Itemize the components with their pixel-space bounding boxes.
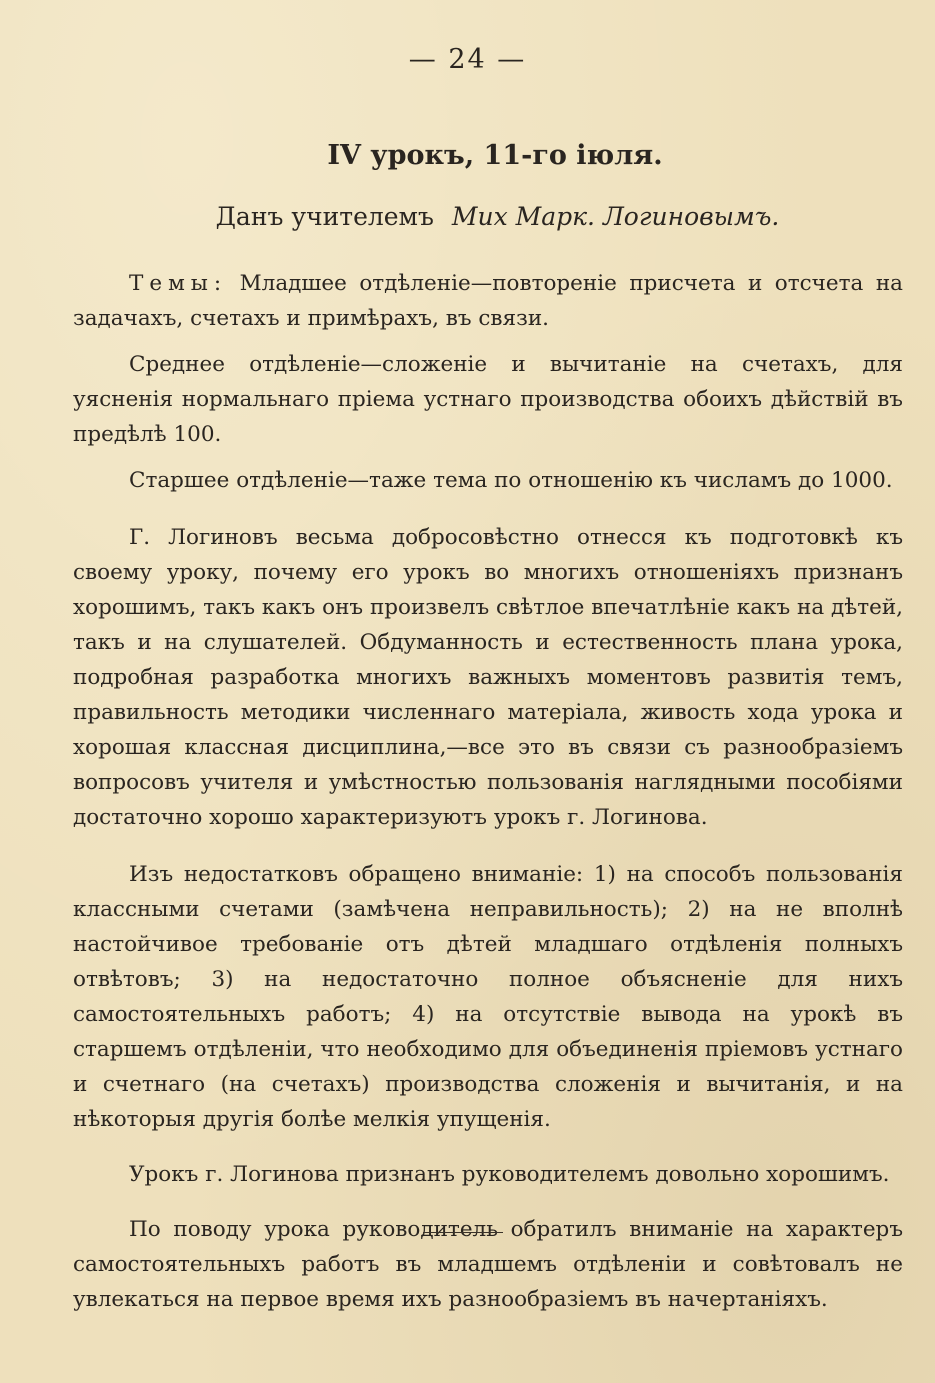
teacher-name: Мих Марк. Логиновымъ. [451, 202, 780, 231]
paragraph-shortcomings: Изъ недостатковъ обращено вниманіе: 1) на способъ пользованія классными счетами (замѣчена неправильность); 2) на не вполнѣ настойчивое требованіе отъ дѣтей младшаго отдѣленія полныхъ отвѣтовъ; 3) на недостаточно полное объясненіе для нихъ самостоятельныхъ работъ; 4) на отсутствіе вывода на урокѣ въ старшемъ отдѣленіи, что необходимо для объединенія пріемовъ устнаго и счетнаго (на счетахъ) производства сложенія и вычитанія, и на нѣкоторыя другія болѣе мелкія упущенія. [73, 862, 903, 1132]
body-text [73, 266, 903, 1317]
topics-senior: Старшее отдѣленіе—таже тема по отношенію къ числамъ до 1000. [129, 468, 893, 493]
topics-junior-text: Младшее отдѣленіе—повтореніе присчета и отсчета на задачахъ, счетахъ и примѣрахъ, въ связи. [73, 271, 903, 331]
paragraph-verdict: Урокъ г. Логинова признанъ руководителемъ довольно хорошимъ. [129, 1162, 890, 1187]
byline [0, 202, 935, 231]
topics-middle: Среднее отдѣленіе—сложеніе и вычитаніе на счетахъ, для уясненія нормальнаго пріема устнаго производства обоихъ дѣйствій въ предѣлѣ 100. [73, 352, 903, 447]
paragraph-advice: По поводу урока руководитель обратилъ вниманіе на характеръ самостоятельныхъ работъ въ младшемъ отдѣленіи и совѣтовалъ не увлекаться на первое время ихъ разнообразіемъ въ начертаніяхъ. [73, 1217, 903, 1312]
topics-junior [73, 266, 903, 336]
page-number: — 24 — [408, 44, 527, 75]
lesson-title: IV урокъ, 11-го іюля. [327, 140, 663, 171]
closing-rule [423, 1232, 503, 1233]
paragraph-assessment: Г. Логиновъ весьма добросовѣстно отнесся къ подготовкѣ къ своему уроку, почему его урокъ во многихъ отношеніяхъ признанъ хорошимъ, такъ какъ онъ произвелъ свѣтлое впечатлѣніе какъ на дѣтей, такъ и на слушателей. Обдуманность и естественность плана урока, подробная разработка многихъ важныхъ моментовъ развитія темъ, правильность методики численнаго матеріала, живость хода урока и хорошая классная дисциплина,—все это въ связи съ разнообразіемъ вопросовъ учителя и умѣстностью пользованія наглядными пособіями достаточно хорошо характеризуютъ урокъ г. Логинова. [73, 525, 903, 830]
byline-prefix: Данъ учителемъ [215, 202, 434, 231]
topics-label: Темы: [129, 271, 228, 296]
